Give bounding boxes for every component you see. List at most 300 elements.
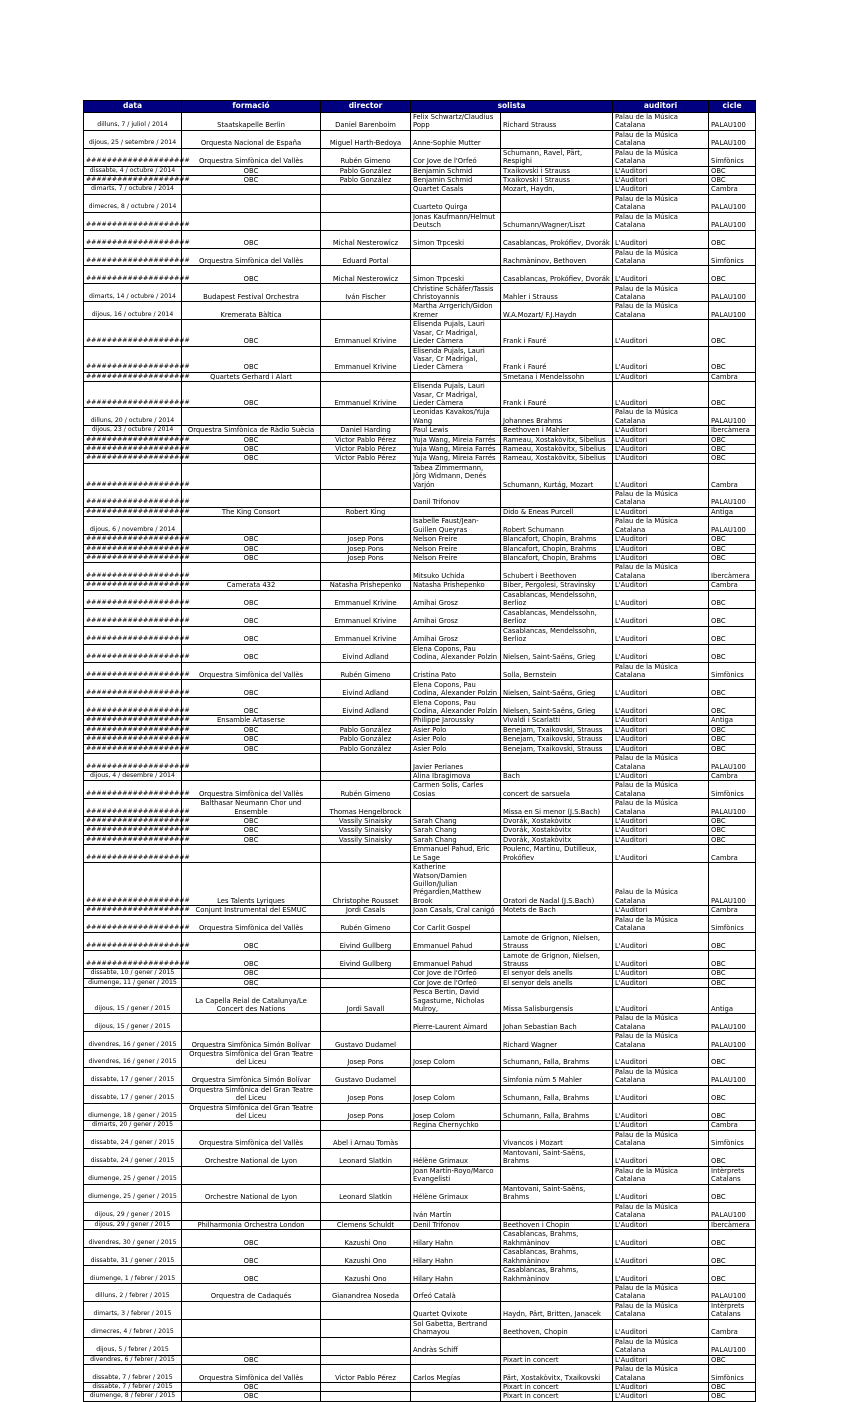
cell-solista: Nelson Freire <box>411 544 501 553</box>
cell-solista: Joan Martín-Royo/Marco Evangelisti <box>411 1166 501 1184</box>
cell-solista <box>411 1032 501 1050</box>
cell-solista: Quartet Casals <box>411 185 501 194</box>
cell-cicle: OBC <box>709 1103 756 1121</box>
cell-formacio <box>182 845 321 863</box>
table-row <box>84 1202 756 1220</box>
cell-cicle: OBC <box>709 816 756 825</box>
cell-programa: Pixart in concert <box>501 1392 613 1401</box>
cell-director: Pablo González <box>321 166 411 175</box>
cell-programa <box>501 194 613 212</box>
cell-director: Josep Pons <box>321 544 411 553</box>
cell-director <box>321 969 411 978</box>
cell-director: Kazushi Ono <box>321 1265 411 1283</box>
cell-programa: Mozart, Haydn, <box>501 185 613 194</box>
cell-director: Emmanuel Krivine <box>321 346 411 372</box>
cell-director <box>321 754 411 772</box>
cell-solista: Sarah Chang <box>411 816 501 825</box>
cell-date: dissabte, 17 / gener / 2015 <box>84 1067 182 1085</box>
cell-date: #################### <box>84 590 182 608</box>
cell-cicle: OBC <box>709 1085 756 1103</box>
cell-formacio: OBC <box>182 933 321 951</box>
cell-formacio <box>182 1166 321 1184</box>
table-row <box>84 781 756 799</box>
cell-director: Pablo González <box>321 725 411 734</box>
cell-programa: Oratori de Nadal (J.S.Bach) <box>501 863 613 906</box>
cell-cicle: PALAU100 <box>709 1032 756 1050</box>
cell-date: #################### <box>84 608 182 626</box>
cell-formacio: Orquestra Simfònica del Vallès <box>182 1365 321 1383</box>
cell-director <box>321 185 411 194</box>
cell-cicle: PALAU100 <box>709 863 756 906</box>
table-row <box>84 969 756 978</box>
cell-auditori: L'Auditori <box>613 1392 709 1401</box>
cell-programa: Rameau, Xostakòvitx, Sibelius <box>501 444 613 453</box>
cell-director <box>321 302 411 320</box>
cell-auditori: L'Auditori <box>613 581 709 590</box>
table-row <box>84 1392 756 1401</box>
cell-formacio: OBC <box>182 382 321 408</box>
table-row <box>84 463 756 489</box>
cell-formacio <box>182 212 321 230</box>
cell-date: #################### <box>84 735 182 744</box>
cell-formacio: Philharmonia Orchestra London <box>182 1220 321 1229</box>
table-row <box>84 1265 756 1283</box>
cell-director: Vassily Sinaisky <box>321 826 411 835</box>
header-row <box>84 101 756 113</box>
table-row <box>84 1067 756 1085</box>
cell-solista: Emmanuel Pahud <box>411 951 501 969</box>
cell-auditori: Palau de la Música Catalana <box>613 863 709 906</box>
cell-solista: Christine Schäfer/Tassis Christoyannis <box>411 284 501 302</box>
cell-cicle: OBC <box>709 1392 756 1401</box>
cell-auditori: L'Auditori <box>613 320 709 346</box>
cell-programa <box>501 1121 613 1130</box>
cell-date: dissabte, 24 / gener / 2015 <box>84 1148 182 1166</box>
cell-programa: Johannes Brahms <box>501 408 613 426</box>
cell-auditori: L'Auditori <box>613 1229 709 1247</box>
cell-date: #################### <box>84 266 182 284</box>
cell-auditori: Palau de la Música Catalana <box>613 1166 709 1184</box>
cell-programa: W.A.Mozart/ F.J.Haydn <box>501 302 613 320</box>
cell-solista: Asier Polo <box>411 744 501 753</box>
cell-formacio: OBC <box>182 951 321 969</box>
cell-formacio: OBC <box>182 626 321 644</box>
cell-solista: Elena Copons, Pau Codina, Alexander Polzin <box>411 698 501 716</box>
cell-director: Michal Nesterowicz <box>321 266 411 284</box>
table-row <box>84 284 756 302</box>
cell-auditori: L'Auditori <box>613 680 709 698</box>
cell-director: Vassily Sinaisky <box>321 835 411 844</box>
cell-cicle: Intèrprets Catalans <box>709 1166 756 1184</box>
cell-formacio: OBC <box>182 744 321 753</box>
cell-programa: Frank i Fauré <box>501 382 613 408</box>
cell-director: Eivind Gullberg <box>321 933 411 951</box>
cell-formacio <box>182 194 321 212</box>
cell-director: Pablo González <box>321 735 411 744</box>
cell-auditori: L'Auditori <box>613 1382 709 1391</box>
cell-director <box>321 212 411 230</box>
cell-cicle: PALAU100 <box>709 1337 756 1355</box>
cell-auditori: L'Auditori <box>613 1085 709 1103</box>
table-row <box>84 1355 756 1364</box>
cell-solista: Cor Jove de l'Orfeó <box>411 148 501 166</box>
cell-cicle: OBC <box>709 1050 756 1068</box>
table-row <box>84 1337 756 1355</box>
column-header-solista: solista <box>411 101 613 113</box>
cell-solista: Isabelle Faust/Jean-Guillen Queyras <box>411 517 501 535</box>
cell-director: Pablo González <box>321 176 411 185</box>
cell-solista: Yuja Wang, Mireia Farrés <box>411 435 501 444</box>
cell-director: Pablo González <box>321 744 411 753</box>
cell-auditori: L'Auditori <box>613 644 709 662</box>
cell-director: Josep Pons <box>321 535 411 544</box>
cell-formacio <box>182 185 321 194</box>
table-row <box>84 544 756 553</box>
cell-solista <box>411 1392 501 1401</box>
cell-director <box>321 1337 411 1355</box>
cell-date: dijous, 29 / gener / 2015 <box>84 1220 182 1229</box>
cell-auditori: L'Auditori <box>613 698 709 716</box>
cell-solista: Cor Jove de l'Orfeó <box>411 969 501 978</box>
cell-programa: Casablancas, Prokófiev, Dvorák <box>501 266 613 284</box>
cell-date: #################### <box>84 320 182 346</box>
cell-cicle: OBC <box>709 969 756 978</box>
cell-auditori: L'Auditori <box>613 816 709 825</box>
cell-solista: Elena Copons, Pau Codina, Alexander Polzin <box>411 680 501 698</box>
cell-formacio <box>182 1202 321 1220</box>
table-row <box>84 1121 756 1130</box>
cell-cicle: OBC <box>709 320 756 346</box>
cell-director: Jordi Savall <box>321 988 411 1014</box>
cell-auditori: L'Auditori <box>613 185 709 194</box>
cell-date: #################### <box>84 626 182 644</box>
table-row <box>84 1229 756 1247</box>
cell-date: #################### <box>84 454 182 463</box>
cell-formacio: Orquestra Simfònica del Vallès <box>182 248 321 266</box>
table-row <box>84 454 756 463</box>
cell-programa: Nielsen, Saint-Saëns, Grieg <box>501 680 613 698</box>
cell-solista: Elisenda Pujals, Lauri Vasar, Cr Madrigal, Lieder Càmera <box>411 346 501 372</box>
cell-formacio: OBC <box>182 1265 321 1283</box>
cell-cicle: OBC <box>709 933 756 951</box>
table-row <box>84 382 756 408</box>
cell-programa: Nielsen, Saint-Saëns, Grieg <box>501 644 613 662</box>
cell-auditori: L'Auditori <box>613 166 709 175</box>
cell-auditori: Palau de la Música Catalana <box>613 1032 709 1050</box>
cell-auditori: L'Auditori <box>613 1355 709 1364</box>
cell-director <box>321 978 411 987</box>
cell-date: diumenge, 18 / gener / 2015 <box>84 1103 182 1121</box>
cell-auditori: L'Auditori <box>613 463 709 489</box>
cell-date: #################### <box>84 863 182 906</box>
cell-cicle: OBC <box>709 444 756 453</box>
cell-date: #################### <box>84 754 182 772</box>
cell-date: #################### <box>84 799 182 817</box>
cell-auditori: Palau de la Música Catalana <box>613 1014 709 1032</box>
cell-formacio: Ensamble Artaserse <box>182 716 321 725</box>
cell-cicle: OBC <box>709 680 756 698</box>
cell-cicle: PALAU100 <box>709 212 756 230</box>
cell-auditori: Palau de la Música Catalana <box>613 1365 709 1383</box>
cell-date: dissabte, 7 / febrer / 2015 <box>84 1382 182 1391</box>
cell-auditori: L'Auditori <box>613 1220 709 1229</box>
cell-auditori: L'Auditori <box>613 535 709 544</box>
cell-date: #################### <box>84 644 182 662</box>
table-row <box>84 863 756 906</box>
cell-formacio: Orquestra Simfònica Simón Bolívar <box>182 1032 321 1050</box>
cell-solista: Yuja Wang, Mireia Farrés <box>411 444 501 453</box>
cell-cicle: Cambra <box>709 463 756 489</box>
cell-director: Vassily Sinaisky <box>321 816 411 825</box>
cell-date: dissabte, 10 / gener / 2015 <box>84 969 182 978</box>
cell-director: Victor Pablo Pérez <box>321 454 411 463</box>
table-row <box>84 535 756 544</box>
cell-solista: Leonidas Kavakos/Yuja Wang <box>411 408 501 426</box>
cell-formacio: Orquestra Simfònica del Gran Teatre del Liceu <box>182 1050 321 1068</box>
table-row <box>84 744 756 753</box>
cell-solista: Regina Chernychko <box>411 1121 501 1130</box>
cell-solista: Carmen Solis, Carles Cosias <box>411 781 501 799</box>
column-header-auditori: auditori <box>613 101 709 113</box>
cell-formacio <box>182 1337 321 1355</box>
cell-cicle: PALAU100 <box>709 799 756 817</box>
table-row <box>84 1166 756 1184</box>
cell-date: #################### <box>84 444 182 453</box>
cell-auditori: L'Auditori <box>613 1184 709 1202</box>
cell-date: #################### <box>84 435 182 444</box>
cell-director <box>321 563 411 581</box>
cell-date: #################### <box>84 463 182 489</box>
cell-director: Rubén Gimeno <box>321 915 411 933</box>
cell-cicle: OBC <box>709 544 756 553</box>
cell-programa: Casablancas, Mendelssohn, Berlioz <box>501 626 613 644</box>
cell-auditori: Palau de la Música Catalana <box>613 1283 709 1301</box>
cell-programa: Dvorák, Xostakòvitx <box>501 835 613 844</box>
cell-cicle: OBC <box>709 725 756 734</box>
cell-date: dimarts, 20 / gener / 2015 <box>84 1121 182 1130</box>
cell-cicle: Cambra <box>709 845 756 863</box>
table-row <box>84 176 756 185</box>
cell-programa: Rameau, Xostakòvitx, Sibelius <box>501 435 613 444</box>
cell-director: Emmanuel Krivine <box>321 382 411 408</box>
cell-solista: Emmanuel Pahud <box>411 933 501 951</box>
table-row <box>84 248 756 266</box>
cell-director <box>321 1319 411 1337</box>
cell-auditori: L'Auditori <box>613 1050 709 1068</box>
cell-programa: Mantovani, Saint-Saëns, Brahms <box>501 1184 613 1202</box>
cell-formacio: OBC <box>182 816 321 825</box>
table-row <box>84 1085 756 1103</box>
cell-formacio: Orquestra Simfònica del Vallès <box>182 915 321 933</box>
table-row <box>84 1365 756 1383</box>
cell-programa: Richard Wagner <box>501 1032 613 1050</box>
cell-date: #################### <box>84 716 182 725</box>
cell-programa: Schumann, Kurtág, Mozart <box>501 463 613 489</box>
table-row <box>84 1103 756 1121</box>
cell-formacio: OBC <box>182 544 321 553</box>
cell-formacio: The King Consort <box>182 507 321 516</box>
cell-date: #################### <box>84 346 182 372</box>
cell-auditori: L'Auditori <box>613 716 709 725</box>
cell-date: dimecres, 4 / febrer / 2015 <box>84 1319 182 1337</box>
cell-cicle: OBC <box>709 735 756 744</box>
cell-auditori: Palau de la Música Catalana <box>613 1337 709 1355</box>
cell-solista: Mitsuko Uchida <box>411 563 501 581</box>
cell-solista: Asier Polo <box>411 735 501 744</box>
cell-programa: Txaikovski i Strauss <box>501 166 613 175</box>
cell-date: #################### <box>84 835 182 844</box>
cell-formacio: OBC <box>182 680 321 698</box>
cell-auditori: Palau de la Música Catalana <box>613 662 709 680</box>
cell-formacio: OBC <box>182 1392 321 1401</box>
cell-solista: Elisenda Pujals, Lauri Vasar, Cr Madrigal, Lieder Càmera <box>411 320 501 346</box>
cell-solista: Amihai Grosz <box>411 608 501 626</box>
cell-auditori: Palau de la Música Catalana <box>613 490 709 508</box>
cell-cicle: PALAU100 <box>709 194 756 212</box>
cell-cicle: PALAU100 <box>709 113 756 131</box>
table-row <box>84 590 756 608</box>
cell-formacio: OBC <box>182 166 321 175</box>
cell-formacio: Orquestra Simfònica Simón Bolívar <box>182 1067 321 1085</box>
cell-director <box>321 1202 411 1220</box>
cell-formacio: OBC <box>182 969 321 978</box>
cell-solista: Denil Trifonov <box>411 1220 501 1229</box>
cell-programa: Mantovani, Saint-Saëns, Brahms <box>501 1148 613 1166</box>
cell-auditori: Palau de la Música Catalana <box>613 302 709 320</box>
cell-cicle: OBC <box>709 1265 756 1283</box>
cell-director <box>321 490 411 508</box>
cell-solista: Yuja Wang, Mireia Farrés <box>411 454 501 463</box>
cell-auditori: L'Auditori <box>613 372 709 381</box>
cell-date: #################### <box>84 662 182 680</box>
cell-auditori: L'Auditori <box>613 626 709 644</box>
cell-cicle: Antiga <box>709 988 756 1014</box>
cell-programa: Solla, Bernstein <box>501 662 613 680</box>
cell-director <box>321 716 411 725</box>
cell-programa: Rameau, Xostakòvitx, Sibelius <box>501 454 613 463</box>
table-row <box>84 194 756 212</box>
table-row <box>84 698 756 716</box>
cell-auditori: L'Auditori <box>613 744 709 753</box>
cell-director <box>321 1166 411 1184</box>
cell-cicle: Intèrprets Catalans <box>709 1301 756 1319</box>
cell-date: #################### <box>84 372 182 381</box>
table-body <box>84 113 756 1402</box>
cell-auditori: Palau de la Música Catalana <box>613 563 709 581</box>
cell-director: Emmanuel Krivine <box>321 608 411 626</box>
cell-formacio: OBC <box>182 1247 321 1265</box>
cell-programa <box>501 130 613 148</box>
cell-programa: Lamote de Grignon, Nielsen, Strauss <box>501 951 613 969</box>
cell-date: dissabte, 31 / gener / 2015 <box>84 1247 182 1265</box>
cell-director: Kazushi Ono <box>321 1229 411 1247</box>
cell-formacio: Camerata 432 <box>182 581 321 590</box>
cell-solista: Pierre-Laurent Aimard <box>411 1014 501 1032</box>
cell-date: dilluns, 20 / octubre / 2014 <box>84 408 182 426</box>
cell-cicle: PALAU100 <box>709 1283 756 1301</box>
cell-programa: Blancafort, Chopin, Brahms <box>501 535 613 544</box>
cell-date: diumenge, 25 / gener / 2015 <box>84 1184 182 1202</box>
cell-date: divendres, 16 / gener / 2015 <box>84 1050 182 1068</box>
cell-director: Leonard Slatkin <box>321 1148 411 1166</box>
cell-programa <box>501 1283 613 1301</box>
cell-programa <box>501 915 613 933</box>
cell-director: Thomas Hengelbrock <box>321 799 411 817</box>
cell-date: #################### <box>84 554 182 563</box>
cell-solista <box>411 248 501 266</box>
table-row <box>84 716 756 725</box>
cell-cicle: OBC <box>709 535 756 544</box>
table-row <box>84 302 756 320</box>
cell-auditori: L'Auditori <box>613 978 709 987</box>
cell-cicle: OBC <box>709 590 756 608</box>
cell-auditori: L'Auditori <box>613 382 709 408</box>
cell-date: dijous, 15 / gener / 2015 <box>84 988 182 1014</box>
cell-director <box>321 463 411 489</box>
cell-cicle: Cambra <box>709 771 756 780</box>
cell-programa: Casablancas, Brahms, Rakhmàninov <box>501 1229 613 1247</box>
cell-cicle: OBC <box>709 230 756 248</box>
cell-cicle: PALAU100 <box>709 517 756 535</box>
cell-date: #################### <box>84 725 182 734</box>
cell-formacio: OBC <box>182 735 321 744</box>
cell-director: Victor Pablo Pérez <box>321 1365 411 1383</box>
cell-auditori: L'Auditori <box>613 1265 709 1283</box>
cell-auditori: Palau de la Música Catalana <box>613 194 709 212</box>
cell-solista <box>411 799 501 817</box>
table-row <box>84 346 756 372</box>
cell-director: Victor Pablo Pérez <box>321 435 411 444</box>
cell-solista: Jonas Kaufmann/Helmut Deutsch <box>411 212 501 230</box>
cell-formacio <box>182 771 321 780</box>
table-row <box>84 915 756 933</box>
cell-auditori: Palau de la Música Catalana <box>613 1067 709 1085</box>
cell-cicle: PALAU100 <box>709 1202 756 1220</box>
cell-programa: Casablancas, Mendelssohn, Berlioz <box>501 590 613 608</box>
cell-programa: Beethoven i Chopin <box>501 1220 613 1229</box>
cell-solista: Sarah Chang <box>411 826 501 835</box>
cell-auditori: L'Auditori <box>613 969 709 978</box>
cell-auditori: L'Auditori <box>613 590 709 608</box>
cell-programa: Dvorák, Xostakòvitx <box>501 816 613 825</box>
cell-formacio: Kremerata Bàltica <box>182 302 321 320</box>
table-row <box>84 1319 756 1337</box>
cell-programa: Poulenc, Martinu, Dutilleux, Prokófiev <box>501 845 613 863</box>
table-row <box>84 1382 756 1391</box>
cell-solista: Amihai Grosz <box>411 626 501 644</box>
cell-programa: Pärt, Xostakòvitx, Txaikovski <box>501 1365 613 1383</box>
cell-director: Eivind Gullberg <box>321 951 411 969</box>
cell-formacio: OBC <box>182 608 321 626</box>
cell-date: dissabte, 24 / gener / 2015 <box>84 1130 182 1148</box>
cell-programa <box>501 1166 613 1184</box>
cell-cicle: OBC <box>709 644 756 662</box>
table-row <box>84 1014 756 1032</box>
cell-date: #################### <box>84 906 182 915</box>
cell-formacio <box>182 754 321 772</box>
cell-formacio: Staatskapelle Berlin <box>182 113 321 131</box>
cell-auditori: L'Auditori <box>613 951 709 969</box>
table-row <box>84 563 756 581</box>
cell-date: dimarts, 7 / octubre / 2014 <box>84 185 182 194</box>
cell-programa: Bach <box>501 771 613 780</box>
cell-programa: Pixart in concert <box>501 1382 613 1391</box>
column-header-formacio: formació <box>182 101 321 113</box>
cell-formacio: OBC <box>182 644 321 662</box>
cell-solista: Philippe Jaroussky <box>411 716 501 725</box>
cell-programa: Schumann, Ravel, Pärt, Respighi <box>501 148 613 166</box>
cell-director: Rubén Gimeno <box>321 662 411 680</box>
